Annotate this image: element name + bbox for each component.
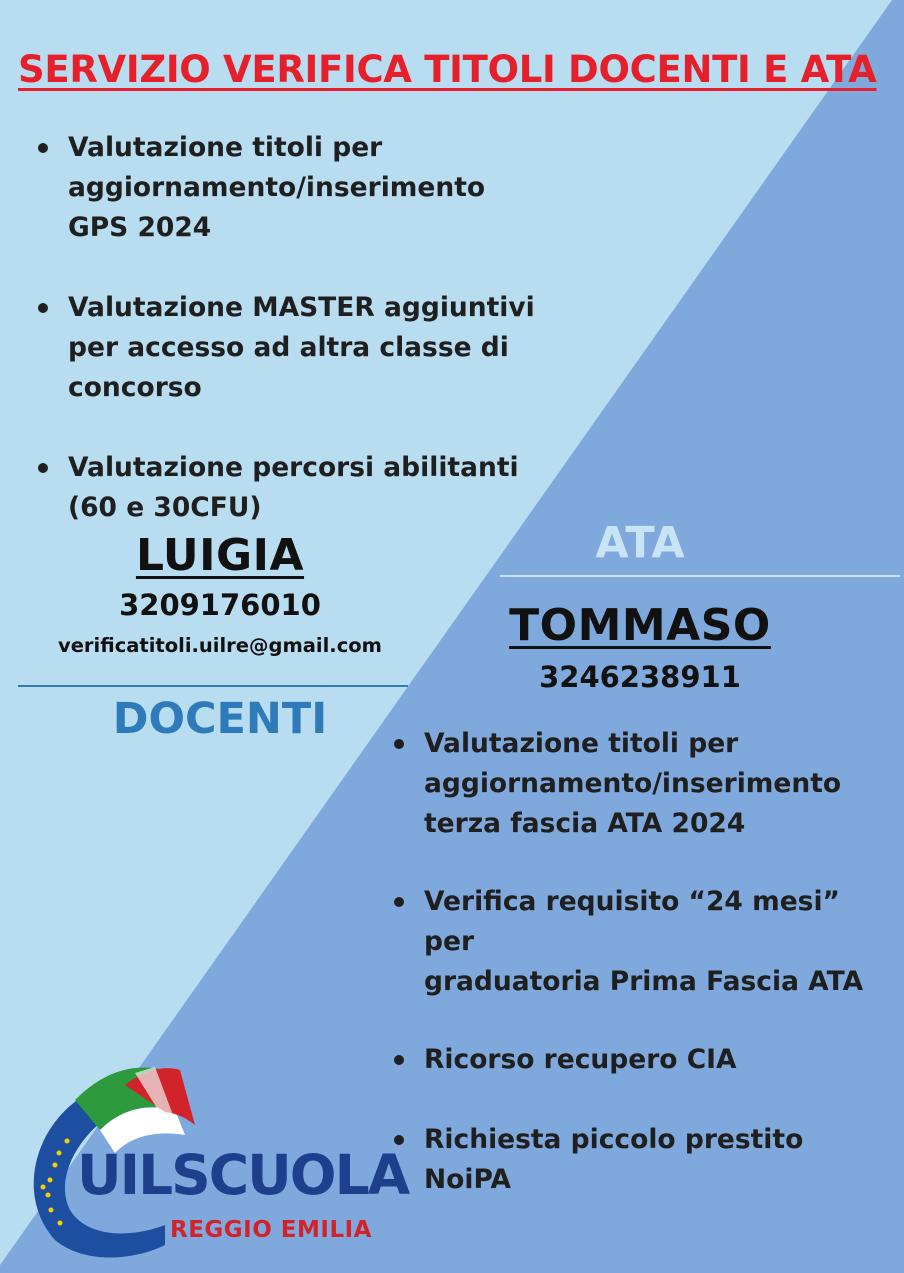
- docenti-item: Valutazione titoli per aggiornamento/inserimento GPS 2024: [68, 128, 538, 248]
- uilscuola-logo: [15, 1055, 409, 1265]
- docenti-item: Valutazione MASTER aggiuntivi per accesso ad altra classe di concorso: [68, 288, 538, 408]
- docenti-section-label: DOCENTI: [112, 694, 328, 744]
- docenti-contact-email[interactable]: verificatitoli.uilre@gmail.com: [58, 634, 382, 657]
- bullet-icon: [394, 739, 404, 749]
- ata-contact-name: TOMMASO: [509, 600, 771, 651]
- ata-item: Valutazione titoli per aggiornamento/inserimento terza fascia ATA 2024: [424, 724, 899, 844]
- bullet-icon: [38, 303, 48, 313]
- ata-divider: [500, 575, 900, 577]
- ata-list: [424, 724, 899, 1200]
- bullet-icon: [394, 897, 404, 907]
- logo-name: UILSCUOLA: [77, 1143, 409, 1207]
- ata-contact-phone: 3246238911: [539, 660, 741, 694]
- docenti-list: [68, 128, 538, 528]
- page-title: SERVIZIO VERIFICA TITOLI DOCENTI E ATA: [18, 48, 877, 91]
- docenti-contact-name: LUIGIA: [135, 530, 305, 581]
- ata-section-label: ATA: [595, 518, 685, 568]
- ata-item: Ricorso recupero CIA: [424, 1040, 899, 1080]
- bullet-icon: [38, 143, 48, 153]
- bullet-icon: [38, 463, 48, 473]
- logo-subtitle: REGGIO EMILIA: [170, 1217, 372, 1243]
- docenti-divider: [18, 685, 408, 687]
- docenti-item: Valutazione percorsi abilitanti (60 e 30CFU): [68, 448, 538, 528]
- ata-item: Richiesta piccolo prestito NoiPA: [424, 1120, 899, 1200]
- bullet-icon: [394, 1055, 404, 1065]
- docenti-contact-phone: 3209176010: [119, 588, 321, 622]
- ata-item: Verifica requisito “24 mesi” per graduatoria Prima Fascia ATA: [424, 882, 899, 1002]
